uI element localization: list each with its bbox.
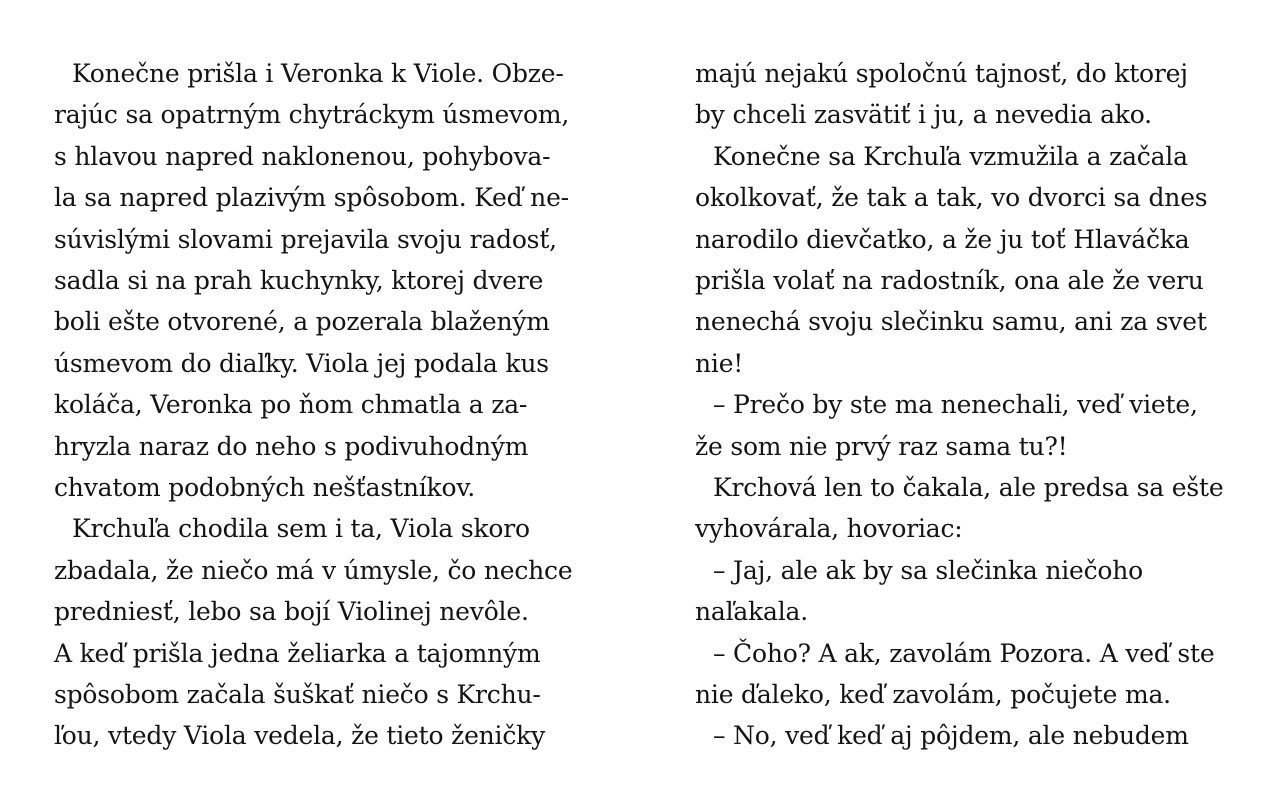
text-line: prišla volať na radostník, ona ale že veru xyxy=(695,266,1204,295)
text-line: vyhovárala, hovoriac: xyxy=(695,514,963,544)
text-line: boli ešte otvorené, a pozerala blaženým xyxy=(54,307,550,337)
text-line: nie! xyxy=(695,348,744,378)
text-line: súvislými slovami prejavila svoju radosť, xyxy=(54,224,557,254)
text-line: nenechá svoju slečinku samu, ani za svet xyxy=(695,307,1207,337)
right-page xyxy=(640,0,1224,800)
text-line: A keď prišla jedna želiarka a tajomným xyxy=(54,638,541,668)
text-line: narodilo dievčatko, a že ju toť Hlaváčka xyxy=(695,224,1190,254)
text-line: s hlavou napred naklonenou, pohybova- xyxy=(54,141,551,171)
text-line: – Prečo by ste ma nenechali, veď viete, xyxy=(713,390,1198,420)
text-line: zbadala, že niečo má v úmysle, čo nechce xyxy=(54,555,573,585)
text-line: naľakala. xyxy=(695,597,809,627)
text-line: Krchová len to čakala, ale predsa sa ešte xyxy=(713,473,1224,502)
text-line: koláča, Veronka po ňom chmatla a za- xyxy=(54,390,528,420)
text-line: chvatom podobných nešťastníkov. xyxy=(54,473,476,502)
text-line: že som nie prvý raz sama tu?! xyxy=(695,431,1068,461)
text-line: okolkovať, že tak a tak, vo dvorci sa dnes xyxy=(695,183,1208,213)
text-line: nie ďaleko, keď zavolám, počujete ma. xyxy=(695,680,1171,709)
text-line: – Čoho? A ak, zavolám Pozora. A veď ste xyxy=(713,638,1215,668)
text-line: rajúc sa opatrným chytráckym úsmevom, xyxy=(54,100,570,130)
text-line: ľou, vtedy Viola vedela, že tieto ženičky xyxy=(54,721,546,751)
text-line: Krchuľa chodila sem i ta, Viola skoro xyxy=(72,514,530,544)
left-page xyxy=(0,0,573,800)
text-line: predniesť, lebo sa bojí Violinej nevôle. xyxy=(54,597,529,627)
text-line: majú nejakú spoločnú tajnosť, do ktorej xyxy=(695,59,1188,88)
text-line: hryzla naraz do neho s podivuhodným xyxy=(54,431,529,461)
text-line: – No, veď keď aj pôjdem, ale nebudem xyxy=(713,721,1189,751)
text-line: la sa napred plazivým spôsobom. Keď ne- xyxy=(54,183,569,213)
text-line: Konečne sa Krchuľa vzmužila a začala xyxy=(713,141,1188,171)
text-line: spôsobom začala šuškať niečo s Krchu- xyxy=(54,680,541,709)
text-line: úsmevom do diaľky. Viola jej podala kus xyxy=(54,348,549,378)
text-line: sadla si na prah kuchynky, ktorej dvere xyxy=(54,266,544,295)
text-line: Konečne prišla i Veronka k Viole. Obze- xyxy=(72,59,564,88)
text-line: by chceli zasvätiť i ju, a nevedia ako. xyxy=(695,100,1152,130)
text-line: – Jaj, ale ak by sa slečinka niečoho xyxy=(713,555,1144,585)
